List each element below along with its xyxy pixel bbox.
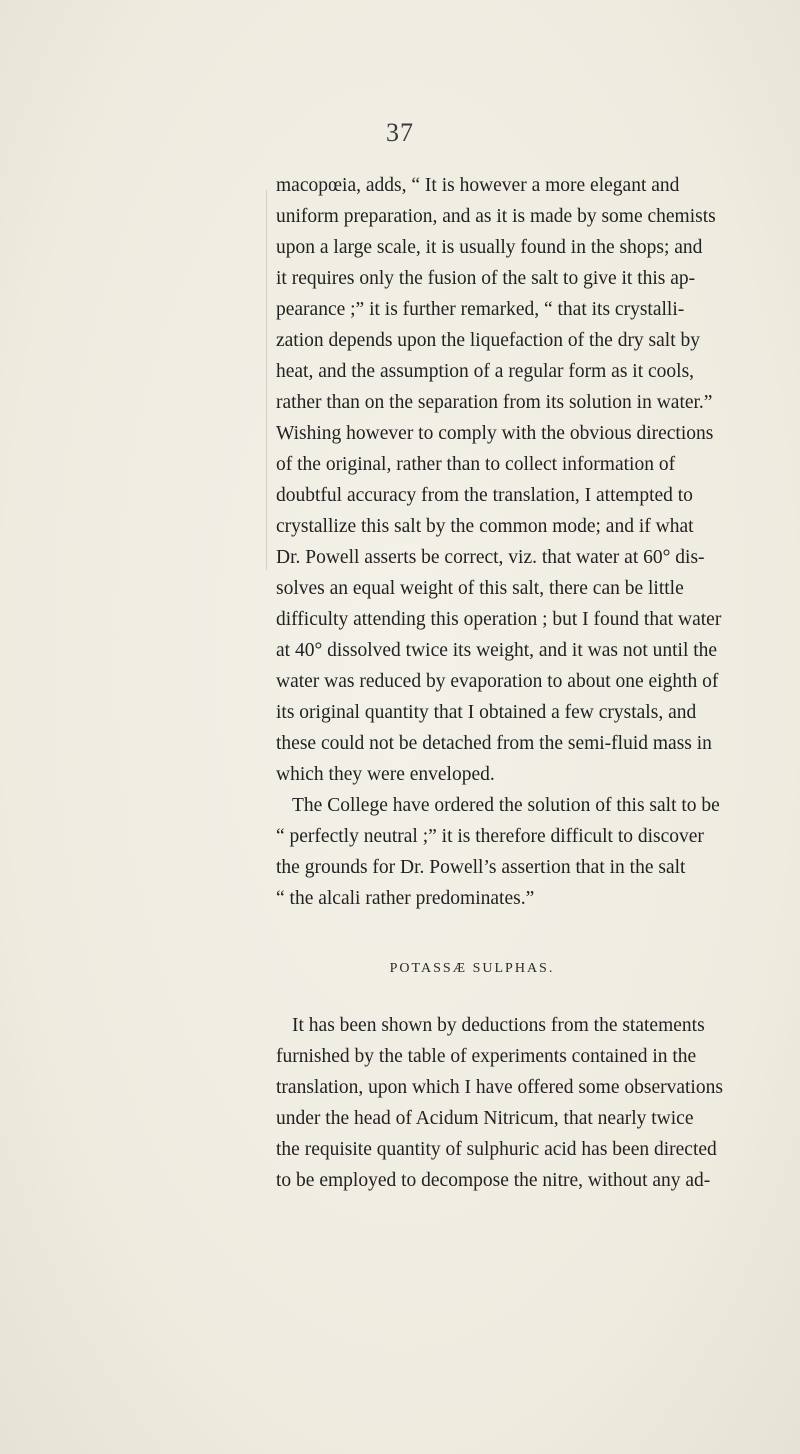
text-line: upon a large scale, it is usually found in the shops; and (276, 237, 703, 258)
text-line: its original quantity that I obtained a few crystals, and (276, 702, 697, 723)
text-line: solves an equal weight of this salt, there can be little (276, 578, 684, 599)
text-line: under the head of Acidum Nitricum, that nearly twice (276, 1108, 694, 1129)
text-line: zation depends upon the liquefaction of the dry salt by (276, 330, 701, 351)
text-line: of the original, rather than to collect information of (276, 454, 676, 475)
body-text (276, 170, 723, 1196)
text-line: the grounds for Dr. Powell’s assertion that in the salt (276, 857, 686, 878)
text-line: heat, and the assumption of a regular form as it cools, (276, 361, 695, 382)
text-line: the requisite quantity of sulphuric acid has been directed (276, 1139, 717, 1160)
text-line: Wishing however to comply with the obvious directions (276, 423, 714, 444)
text-line: difficulty attending this operation ; but I found that water (276, 609, 722, 630)
text-line: Dr. Powell asserts be correct, viz. that water at 60° dis- (276, 547, 705, 568)
text-line: these could not be detached from the semi-fluid mass in (276, 733, 712, 754)
text-line: furnished by the table of experiments contained in the (276, 1046, 697, 1067)
text-line: at 40° dissolved twice its weight, and it was not until the (276, 640, 718, 661)
text-line: translation, upon which I have offered some observations (276, 1077, 723, 1098)
text-line: it requires only the fusion of the salt to give it this ap- (276, 268, 696, 289)
text-line: rather than on the separation from its solution in water.” (276, 392, 713, 413)
section-heading: POTASSÆ SULPHAS. (389, 961, 555, 976)
text-line: which they were enveloped. (276, 764, 495, 785)
text-line: doubtful accuracy from the translation, I attempted to (276, 485, 693, 506)
text-line: uniform preparation, and as it is made by some chemists (276, 206, 716, 227)
text-line: water was reduced by evaporation to about one eighth of (276, 671, 719, 692)
text-line: macopœia, adds, “ It is however a more elegant and (276, 175, 680, 196)
text-line: “ perfectly neutral ;” it is therefore difficult to discover (276, 826, 704, 847)
text-line: crystallize this salt by the common mode; and if what (276, 516, 694, 537)
text-line: It has been shown by deductions from the statements (292, 1015, 705, 1036)
text-line: The College have ordered the solution of this salt to be (292, 795, 720, 816)
page-number: 37 (386, 118, 414, 147)
text-line: pearance ;” it is further remarked, “ that its crystalli- (276, 299, 685, 320)
text-line: “ the alcali rather predominates.” (276, 888, 535, 909)
text-line: to be employed to decompose the nitre, without any ad- (276, 1170, 711, 1191)
page-fold-shadow (266, 190, 267, 570)
